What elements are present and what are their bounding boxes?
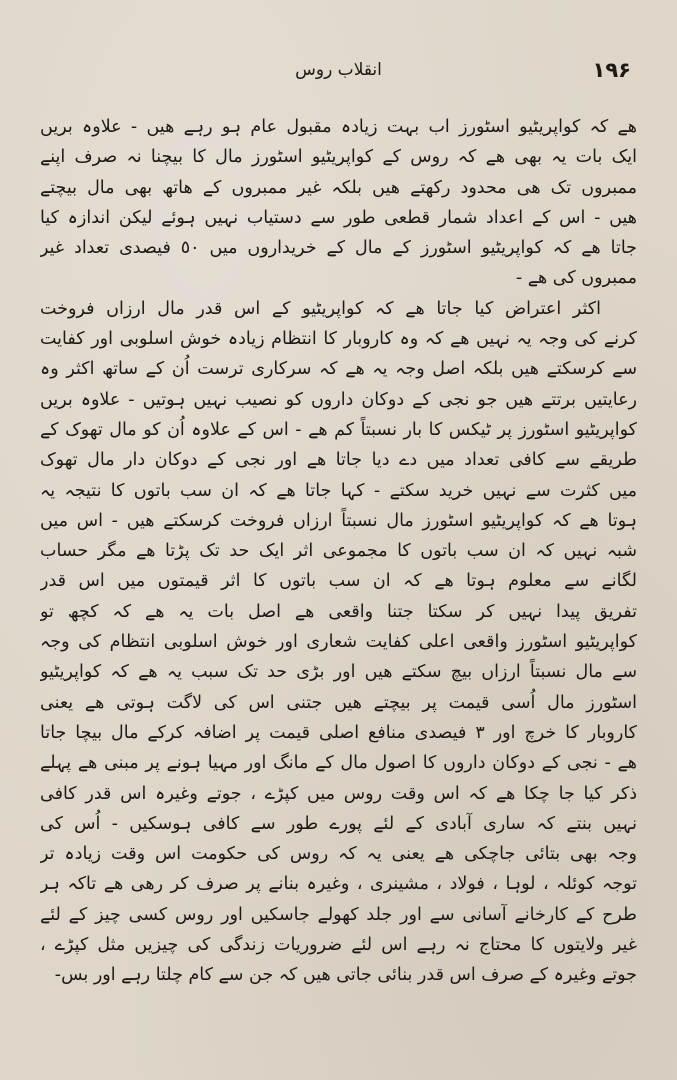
text-line: ممبروں تک ھی محدود رکھتے ھیں بلکہ غیر ممبروں کے ھاتھ بھی مال بیچتے (40, 177, 637, 198)
text-line: جاتا ھے کہ کواپریٹیو اسٹورز کے مال کے خریداروں میں ٥٠ فیصدی تعداد غیر (40, 238, 637, 259)
text-line: لگانے سے معلوم ہوتا ھے کہ ان سب باتوں کا اثر قیمتوں میں اس قدر (40, 571, 637, 592)
text-line: کاروبار کا خرچ اور ۳ فیصدی منافع اصلی قیمت پر اضافہ کرکے مال بیچا جاتا (40, 722, 637, 743)
text-line: جوتے وغیرہ کے صرف اس قدر بنائی جاتی ھیں کہ جن سے کام چلتا رہے اور بس- (54, 965, 637, 986)
text-line: میں کثرت سے نہیں خرید سکتے - کہا جاتا ھے کہ ان سب باتوں کا نتیجہ یہ (40, 480, 637, 501)
text-line: رعایتیں برتتے ھیں جو نجی کے دوکان داروں کو نصیب نہیں ہوتیں - علاوہ بریں (40, 389, 637, 410)
text-line: تفریق پیدا نہیں کر سکتا جتنا واقعی ھے اصل بات یہ ھے کہ کچھ تو (40, 601, 637, 622)
page-header (40, 58, 637, 88)
text-line: شبہ نہیں کہ ان سب باتوں کا مجموعی اثر ایک حد تک پڑتا ھے مگر حساب (40, 541, 637, 562)
page-number: ۱۹۶ (592, 58, 631, 82)
text-line: غیر ولایتوں کا محتاج نہ رہے اس لئے ضروریات زندگی کی چیزیں مثل کپڑے ، (40, 935, 637, 956)
text-line: ذکر کیا جا چکا ھے کہ اس وقت روس میں کپڑے ، جوتے وغیرہ اس قدر کافی (40, 783, 637, 804)
text-line: ھیں - اس کے اعداد شمار قطعی طور سے دستیاب نہیں ہوئے لیکن اندازہ کیا (40, 207, 637, 228)
text-line: کواپریٹیو اسٹورز پر ٹیکس کا بار نسبتاً کم ھے - اس کے علاوہ اُن کو مال تھوک کے (40, 419, 637, 440)
text-line: ایک بات یہ بھی ھے کہ روس کے کواپریٹیو اسٹورز مال کا بیچنا نہ صرف اپنے (40, 147, 637, 168)
text-line: اکثر اعتراض کیا جاتا ھے کہ کواپریٹیو کے اس قدر مال ارزاں فروخت (40, 298, 601, 319)
text-line: طرح کے کارخانے آسانی سے اور جلد کھولے جاسکیں اور روس کسی چیز کے لئے (40, 904, 637, 925)
paragraph-1 (40, 112, 637, 294)
text-line: سے کرسکتے ھیں بلکہ اصل وجہ یہ ھے کہ سرکاری ترست اُن کے ساتھ اکثر وہ (40, 359, 637, 380)
text-line: ھے کہ کواپریٹیو اسٹورز اب بہت زیادہ مقبول عام ہو رہے ھیں - علاوہ بریں (40, 117, 637, 137)
text-line: کرنے کی وجہ یہ نہیں ھے کہ وہ کاروبار کا انتظام زیادہ خوش اسلوبی اور کفایت (40, 329, 637, 350)
text-line: سے مال نسبتاً ارزاں بیچ سکتے ھیں اور بڑی حد تک سبب یہ ھے کہ کواپریٹیو (40, 662, 637, 683)
text-line: کواپریٹیو اسٹورز واقعی اعلی کفایت شعاری اور خوش اسلوبی انتظام کی وجہ (40, 632, 637, 653)
running-title: انقلاب روس (295, 60, 382, 80)
body-text (40, 112, 637, 991)
text-line: توجہ کوئلہ ، لوہا ، فولاد ، مشینری ، وغیرہ بنانے پر صرف کر رھی ھے تاکہ ہر (40, 874, 637, 895)
text-line: ہوتا ھے کہ کواپریٹیو اسٹورز مال نسبتاً ارزاں فروخت کرسکتے ھیں - اس میں (40, 510, 637, 531)
text-line: اسٹورز مال اُسی قیمت پر بیچتے ھیں جتنی اس کی لاگت ہوتی ھے یعنی (40, 692, 637, 713)
text-line: وجہ بھی بتائی جاچکی ھے یعنی یہ کہ روس کی حکومت اس وقت زیادہ تر (40, 844, 637, 865)
text-line: ھے - نجی کے دوکان داروں کا اصول مال کے مانگ اور مہیا ہونے پر مبنی ھے پہلے (40, 753, 637, 774)
text-line: نہیں بنتے کہ ساری آبادی کے لئے پورے طور سے کافی ہوسکیں - اُس کی (40, 813, 637, 834)
paragraph-2 (40, 294, 637, 991)
text-line: طریقے سے کافی تعداد میں دے دیا جاتا ھے اور نجی کے دوکان دار مال تھوک (40, 450, 637, 471)
text-line: ممبروں کی ھے - (515, 268, 637, 289)
